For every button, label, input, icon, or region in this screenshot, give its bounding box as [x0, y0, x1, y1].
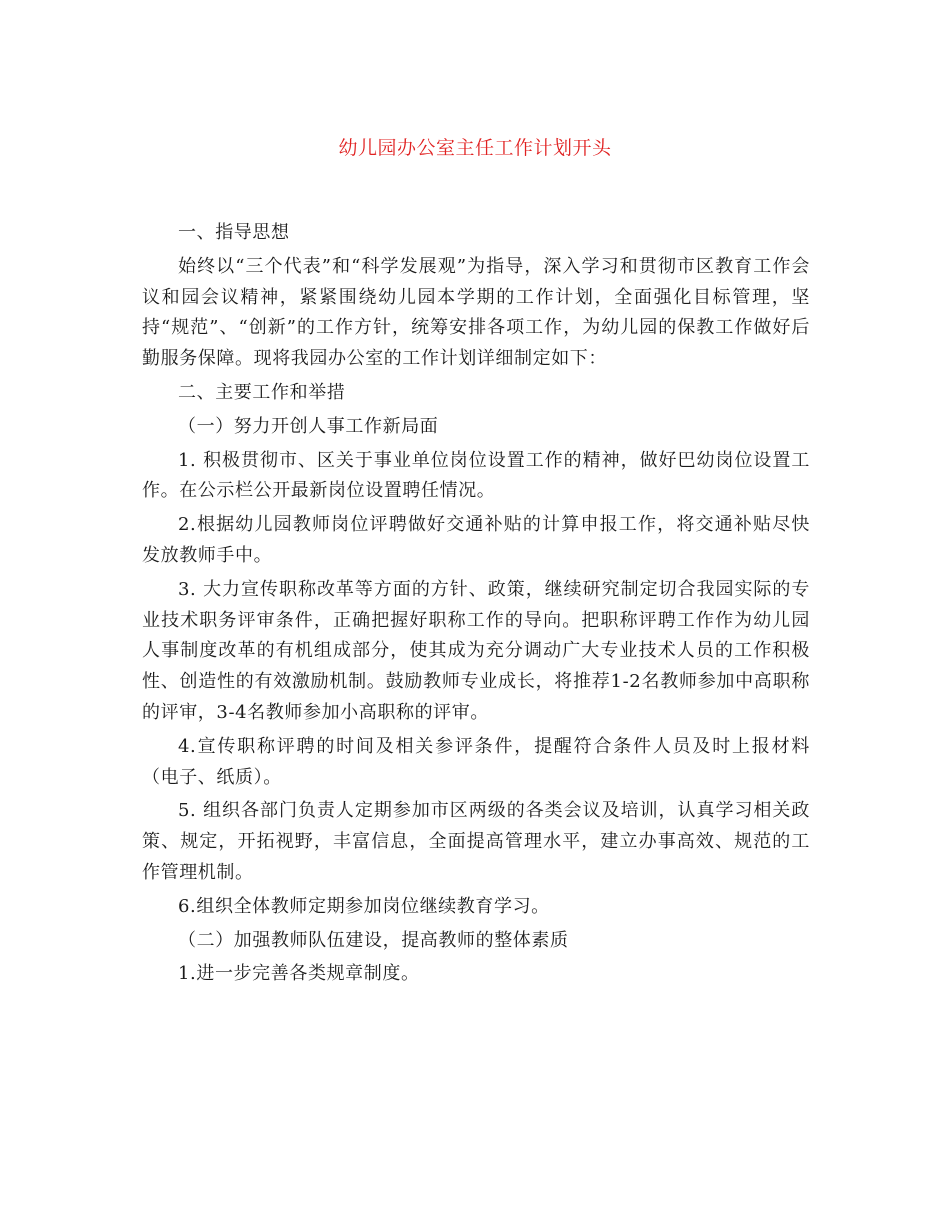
- list-item-personnel-1: 1. 积极贯彻市、区关于事业单位岗位设置工作的精神，做好巴幼岗位设置工作。在公示栏公开最新岗位设置聘任情况。: [142, 449, 810, 502]
- section-heading-guiding-ideology: 一、指导思想: [178, 222, 290, 243]
- list-item-personnel-3: 3. 大力宣传职称改革等方面的方针、政策，继续研究制定切合我园实际的专业技术职务评审条件，正确把握好职称工作的导向。把职称评聘工作作为幼儿园人事制度改革的有机组成部分，使其成为充分调动广大专业技术人员的工作积极性、创造性的有效激励机制。鼓励教师专业成长，将推荐1-2名教师参加中高职称的评审，3-4名教师参加小高职称的评审。: [142, 578, 810, 723]
- list-item-personnel-5: 5. 组织各部门负责人定期参加市区两级的各类会议及培训，认真学习相关政策、规定，开拓视野，丰富信息，全面提高管理水平，建立办事高效、规范的工作管理机制。: [142, 800, 810, 883]
- list-item-personnel-2: 2.根据幼儿园教师岗位评聘做好交通补贴的计算申报工作，将交通补贴尽快发放教师手中。: [142, 514, 810, 566]
- document-title: 幼儿园办公室主任工作计划开头: [338, 137, 612, 159]
- section-heading-main-work: 二、主要工作和举措: [178, 381, 346, 403]
- list-item-personnel-4: 4.宣传职称评聘的时间及相关参评条件，提醒符合条件人员及时上报材料（电子、纸质）。: [142, 735, 810, 788]
- list-item-teacher-team-1: 1.进一步完善各类规章制度。: [178, 963, 420, 985]
- document-body: [142, 218, 810, 990]
- list-item-personnel-6: 6.组织全体教师定期参加岗位继续教育学习。: [178, 895, 550, 917]
- subsection-heading-teacher-team: （二）加强教师队伍建设，提高教师的整体素质: [178, 929, 569, 951]
- paragraph-guiding-ideology: 始终以“三个代表”和“科学发展观”为指导，深入学习和贯彻市区教育工作会议和园会议精神，紧紧围绕幼儿园本学期的工作计划，全面强化目标管理，坚持“规范”、“创新”的工作方针，统筹安排各项工作，为幼儿园的保教工作做好后勤服务保障。现将我园办公室的工作计划详细制定如下：: [142, 255, 810, 370]
- subsection-heading-personnel: （一）努力开创人事工作新局面: [178, 415, 439, 437]
